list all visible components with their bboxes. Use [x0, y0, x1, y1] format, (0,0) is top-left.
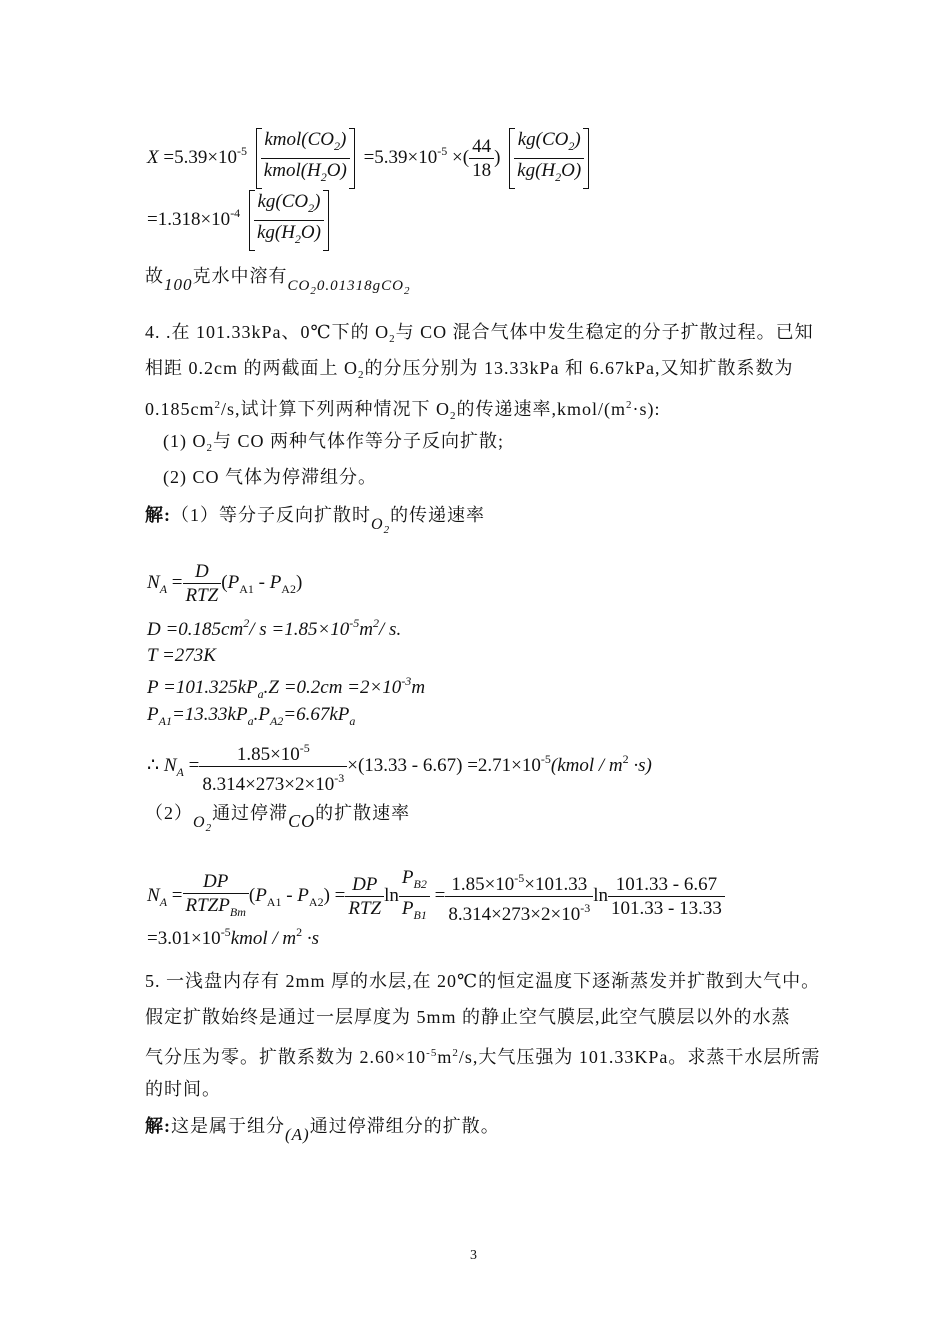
conclusion-line: 故100克水中溶有$_{CO_20.01318gCO_2}$	[145, 266, 411, 297]
problem5-line2: 假定扩散始终是通过一层厚度为 5mm 的静止空气膜层,此空气膜层以外的水蒸	[145, 1007, 791, 1027]
eq-na-result: ∴ $N_A$ = $\frac{1.85\times 10^{-5}}{8.314\times 273\times 2\times 10^{-3}}$ $\times(13.33 - 6.67) =2.71\times 10^{-5}(kmol / m^2 \cdot s)$	[147, 737, 652, 796]
eq-t-value: T =273K	[147, 645, 216, 666]
eq-pa-values: $P_{A1}=13.33kP_a.P_{A2}=6.67kP_a$	[147, 704, 356, 728]
eq-part2-result: $=3.01\times 10^{-5}kmol / m^2 \cdot s$	[147, 925, 320, 949]
problem5-line4: 的时间。	[145, 1079, 221, 1099]
problem4-line3: $0.185cm^2/s$,试计算下列两种情况下 $O_2$的传递速率$,kmol/(m^2\cdot s)$:	[145, 399, 661, 422]
problem4-item2: (2) CO 气体为停滞组分。	[163, 467, 377, 487]
eq-p-value: $P =101.325kP_a.Z =0.2cm =2\times 10^{-3}m$	[147, 674, 426, 701]
equation-x-line1: $X =5.39\times 10^{-5}$ $\frac{kmol(CO_2)}{kmol(H_2O)}$ $=5.39\times 10^{-5}$ ×( $\frac{44}{18}$ ) $\frac{kg(CO_2)}{kg(H_2O)}$	[147, 128, 593, 189]
part2-heading: $(2)O_2$通过停滞CO的扩散速率	[145, 803, 411, 834]
problem4-line2: 相距 0.2cm 的两截面上 $O_2$的分压分别为 13.33kPa 和 6.67kPa,又知扩散系数为	[145, 358, 794, 381]
problem5-line3: 气分压为零。扩散系数为 $2.60\times 10^{-5}m^2/s$,大气压强为 101.33KPa。求蒸干水层所需	[145, 1047, 821, 1067]
problem4-solution-heading: 解:（1）等分子反向扩散时$O_2$的传递速率	[145, 505, 486, 536]
problem4-item1: (1) $O_2$与 CO 两种气体作等分子反向扩散;	[163, 431, 505, 454]
problem5-line1: 5. 一浅盘内存有 2mm 厚的水层,在 20℃的恒定温度下逐渐蒸发并扩散到大气中。	[145, 971, 821, 991]
eq-d-value: $D =0.185cm^2/$ $s =1.85\times 10^{-5}m^2/$ s.	[147, 616, 402, 640]
problem4-line1: 4. .在 101.33kPa、0℃下的 $O_2$与 CO 混合气体中发生稳定的分子扩散过程。已知	[145, 322, 814, 345]
page-number: 3	[470, 1248, 477, 1263]
eq-part2-formula: $N_A$ = $\frac{DP}{RTZP_{Bm}}$ $(P_{A1} - P_{A2})$ = $\frac{DP}{\text{RTZ}}$ ln $\frac{P_{B2}}{P_{B1}}$ = $\frac{1.85\times 10^{-5}\times 101.33}{8.314\times 273\times 2\times 10^{-3}}$ ln $\frac{101.33 - 6.67}{101.33 - 13.33}$	[147, 866, 725, 927]
equation-x-line2: $=1.318\times 10^{-4}$ $\frac{kg(CO_2)}{kg(H_2O)}$	[147, 190, 333, 251]
problem5-solution: 解:这是属于组分(A)通过停滞组分的扩散。	[145, 1116, 500, 1144]
eq-na-formula: $N_A$ = $\frac{D}{\text{RTZ}}$ $(P_{A1} - P_{A2})$	[147, 561, 303, 606]
